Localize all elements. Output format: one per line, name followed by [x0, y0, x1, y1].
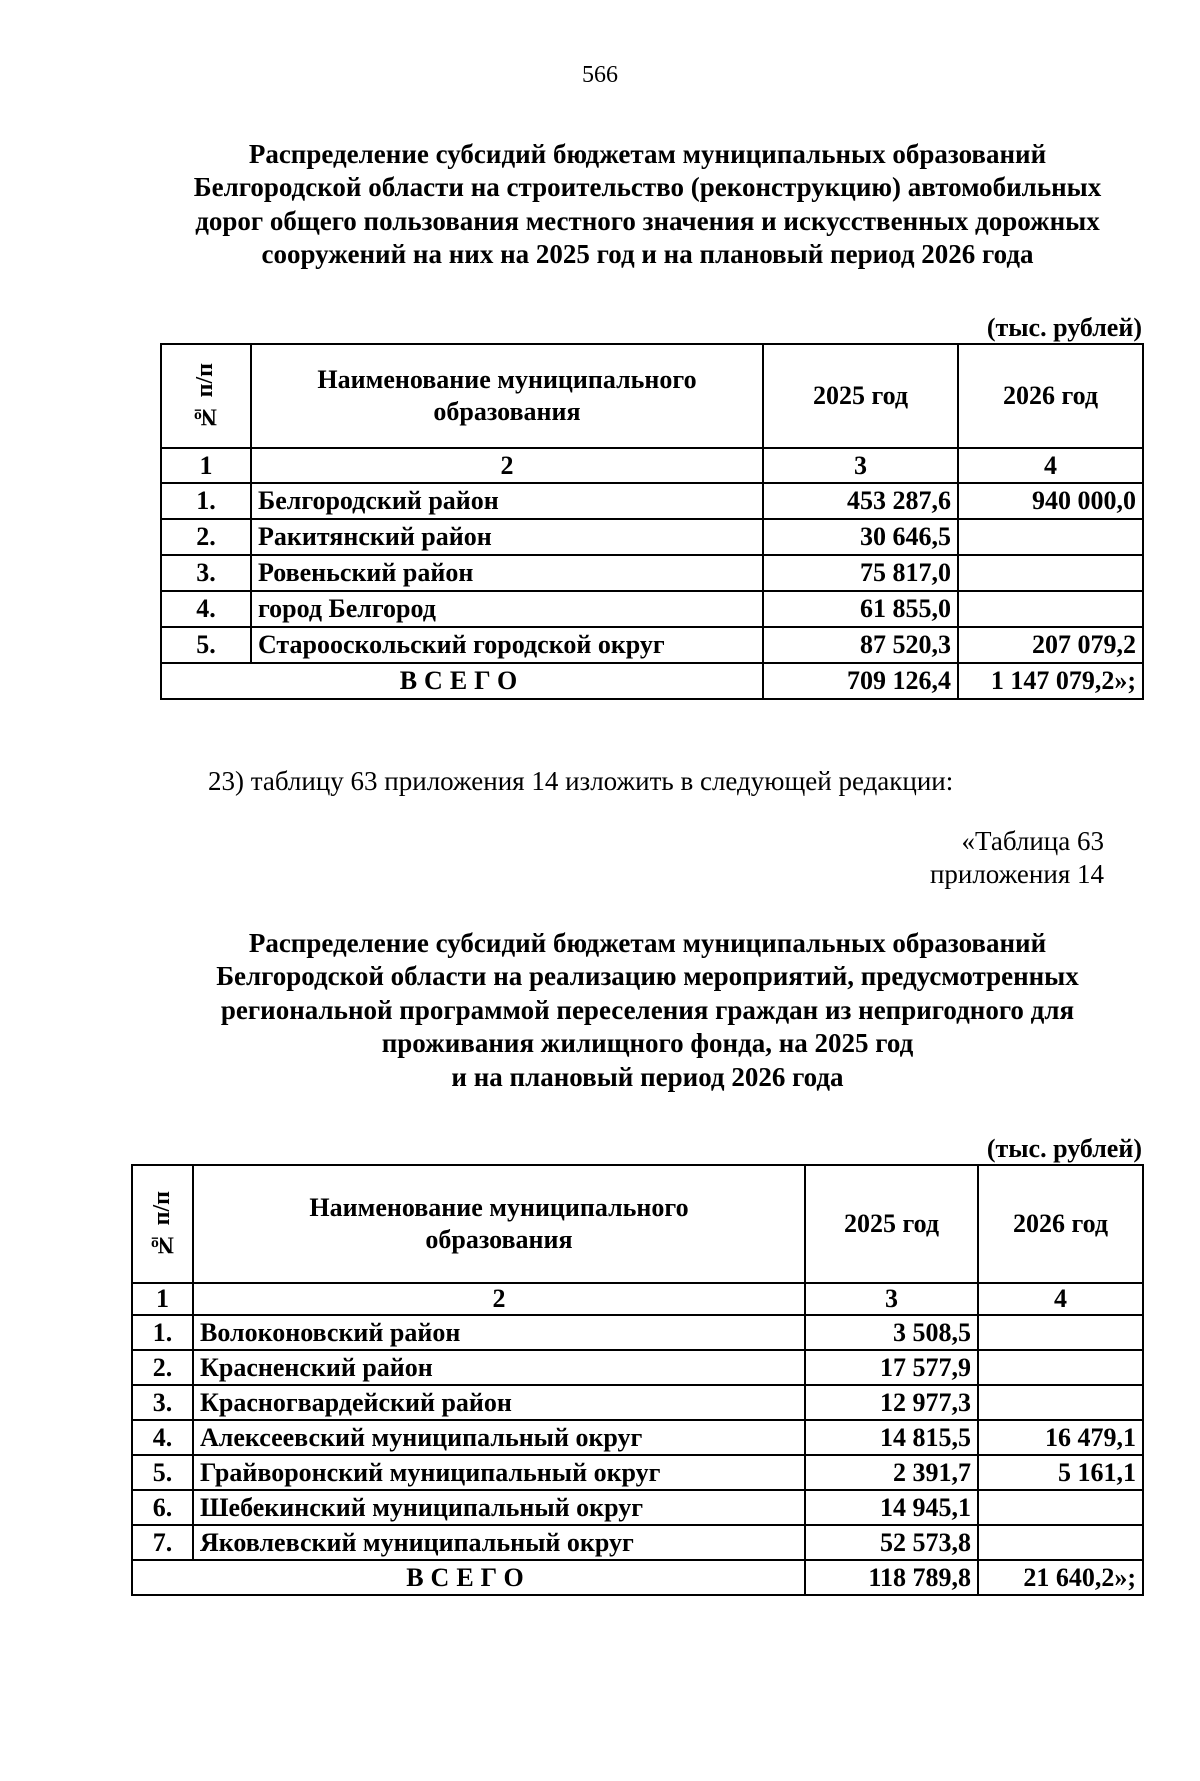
total-2025: 118 789,8	[805, 1560, 978, 1595]
row-number: 1.	[161, 483, 251, 519]
total-2026: 21 640,2»;	[978, 1560, 1143, 1595]
table2-title	[100, 927, 1195, 1094]
table-reference-line: «Таблица 63	[961, 826, 1104, 856]
table-row	[132, 1315, 1143, 1350]
table1-colnum: 3	[763, 448, 958, 483]
row-name: Волоконовский район	[193, 1315, 805, 1350]
row-name: Грайворонский муниципальный округ	[193, 1455, 805, 1490]
table1-units: (тыс. рублей)	[986, 313, 1142, 342]
table-row	[161, 519, 1143, 555]
table-row	[161, 591, 1143, 627]
total-2026: 1 147 079,2»;	[958, 663, 1143, 699]
row-number: 7.	[132, 1525, 193, 1560]
row-2025: 453 287,6	[763, 483, 958, 519]
row-number: 4.	[132, 1420, 193, 1455]
row-2025: 14 945,1	[805, 1490, 978, 1525]
row-2026	[978, 1490, 1143, 1525]
table2-header-2026: 2026 год	[978, 1165, 1143, 1283]
row-2025: 12 977,3	[805, 1385, 978, 1420]
row-name: Красненский район	[193, 1350, 805, 1385]
row-2026	[978, 1385, 1143, 1420]
row-2025: 61 855,0	[763, 591, 958, 627]
row-name: Красногвардейский район	[193, 1385, 805, 1420]
table-row	[132, 1420, 1143, 1455]
row-2026	[958, 555, 1143, 591]
table2-header-name: Наименование муниципального образования	[193, 1165, 805, 1283]
row-2026: 207 079,2	[958, 627, 1143, 663]
table1-header-row	[161, 344, 1143, 448]
row-2025: 30 646,5	[763, 519, 958, 555]
table2-header-row	[132, 1165, 1143, 1283]
row-2025: 2 391,7	[805, 1455, 978, 1490]
row-name: Ракитянский район	[251, 519, 763, 555]
row-number: 4.	[161, 591, 251, 627]
table2-colnum: 4	[978, 1283, 1143, 1315]
row-number: 3.	[161, 555, 251, 591]
row-name: Яковлевский муниципальный округ	[193, 1525, 805, 1560]
row-name: Старооскольский городской округ	[251, 627, 763, 663]
row-2026: 5 161,1	[978, 1455, 1143, 1490]
row-number: 2.	[132, 1350, 193, 1385]
row-name: город Белгород	[251, 591, 763, 627]
row-number: 1.	[132, 1315, 193, 1350]
table-row	[132, 1350, 1143, 1385]
table-row	[161, 627, 1143, 663]
instruction-paragraph: 23) таблицу 63 приложения 14 изложить в следующей редакции:	[208, 766, 954, 796]
table2-colnum: 1	[132, 1283, 193, 1315]
table-reference	[930, 825, 1104, 891]
row-2026	[978, 1525, 1143, 1560]
row-number: 6.	[132, 1490, 193, 1525]
table2-colnum-row	[132, 1283, 1143, 1315]
table1-title-line: сооружений на них на 2025 год и на плановый период 2026 года	[261, 239, 1034, 270]
table2-header-num: № п/п	[132, 1165, 193, 1283]
row-number: 5.	[161, 627, 251, 663]
table2-total-row	[132, 1560, 1143, 1595]
table2-colnum: 2	[193, 1283, 805, 1315]
row-2025: 17 577,9	[805, 1350, 978, 1385]
table-row	[132, 1490, 1143, 1525]
table2-units: (тыс. рублей)	[986, 1134, 1142, 1163]
row-2026	[978, 1350, 1143, 1385]
page-number: 566	[582, 62, 618, 88]
table1-header-num: № п/п	[161, 344, 251, 448]
table1-total-row	[161, 663, 1143, 699]
table1-header-2026: 2026 год	[958, 344, 1143, 448]
row-2025: 3 508,5	[805, 1315, 978, 1350]
table1-title	[100, 138, 1195, 272]
table2-title-line: Распределение субсидий бюджетам муниципальных образований	[248, 928, 1047, 958]
row-name: Шебекинский муниципальный округ	[193, 1490, 805, 1525]
table-row	[161, 555, 1143, 591]
table-reference-line: приложения 14	[929, 858, 1104, 889]
row-2025: 52 573,8	[805, 1525, 978, 1560]
row-2026: 16 479,1	[978, 1420, 1143, 1455]
table-row	[132, 1525, 1143, 1560]
table-row	[132, 1385, 1143, 1420]
table1-colnum: 4	[958, 448, 1143, 483]
table2	[131, 1164, 1144, 1596]
row-2026: 940 000,0	[958, 483, 1143, 519]
table2-title-line: и на плановый период 2026 года	[451, 1061, 844, 1092]
table1-title-line: Белгородской области на строительство (реконструкцию) автомобильных	[193, 172, 1102, 203]
row-number: 5.	[132, 1455, 193, 1490]
table2-colnum: 3	[805, 1283, 978, 1315]
row-2026	[958, 591, 1143, 627]
total-2025: 709 126,4	[763, 663, 958, 699]
total-label: ВСЕГО	[161, 663, 763, 699]
table2-title-line: проживания жилищного фонда, на 2025 год	[381, 1028, 914, 1059]
table2-header-2025: 2025 год	[805, 1165, 978, 1283]
row-name: Белгородский район	[251, 483, 763, 519]
table1-header-2025: 2025 год	[763, 344, 958, 448]
row-2026	[978, 1315, 1143, 1350]
table1-title-line: дорог общего пользования местного значения и искусственных дорожных	[195, 205, 1100, 236]
table1-title-line: Распределение субсидий бюджетам муниципальных образований	[248, 139, 1047, 169]
table1-colnum: 1	[161, 448, 251, 483]
table-row	[132, 1455, 1143, 1490]
row-2026	[958, 519, 1143, 555]
row-number: 2.	[161, 519, 251, 555]
table1-colnum: 2	[251, 448, 763, 483]
row-2025: 14 815,5	[805, 1420, 978, 1455]
row-2025: 87 520,3	[763, 627, 958, 663]
total-label: ВСЕГО	[132, 1560, 805, 1595]
row-2025: 75 817,0	[763, 555, 958, 591]
table1-colnum-row	[161, 448, 1143, 483]
table1-header-name: Наименование муниципального образования	[251, 344, 763, 448]
table1	[160, 343, 1144, 700]
table-row	[161, 483, 1143, 519]
row-name: Ровеньский район	[251, 555, 763, 591]
table2-title-line: региональной программой переселения граждан из непригодного для	[220, 994, 1075, 1025]
row-name: Алексеевский муниципальный округ	[193, 1420, 805, 1455]
table2-title-line: Белгородской области на реализацию мероприятий, предусмотренных	[216, 961, 1079, 992]
row-number: 3.	[132, 1385, 193, 1420]
